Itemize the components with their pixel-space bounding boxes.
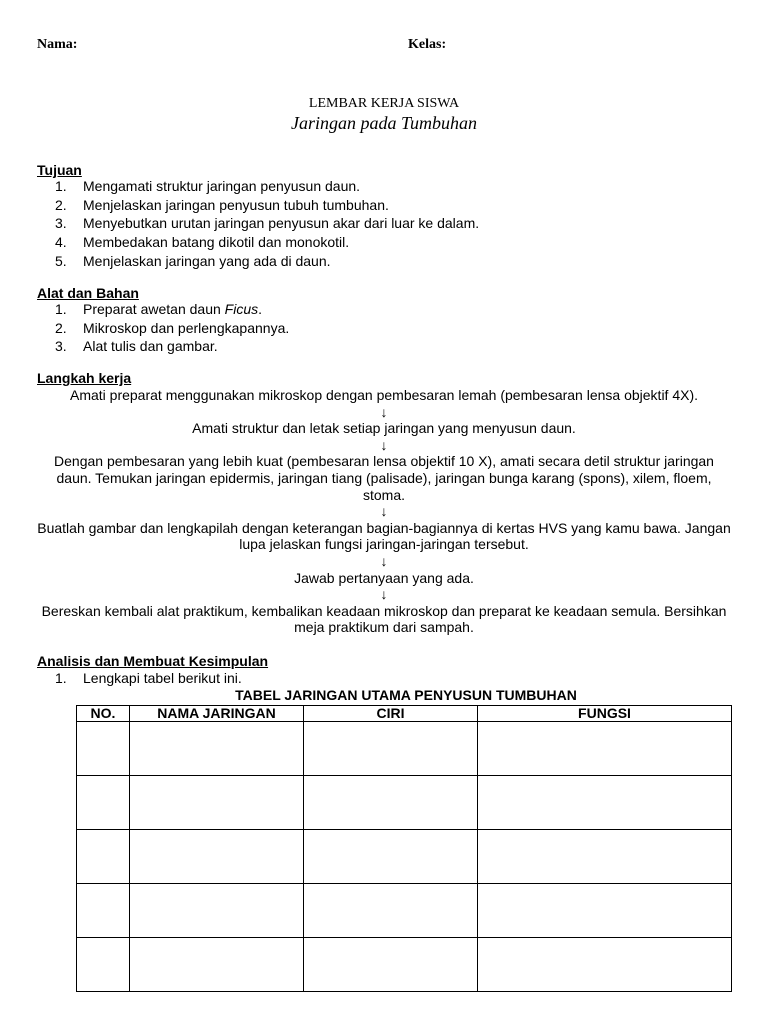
jaringan-table [76,705,732,992]
step-text: Dengan pembesaran yang lebih kuat (pembesaran lensa objektif 10 X), amati secara detil struktur jaringan daun. Temukan jaringan epidermis, jaringan tiang (palisade), jaringan bunga karang (spons), xilem, floem, stoma. [54,453,714,503]
table-cell[interactable] [77,722,130,776]
header-fungsi: FUNGSI [478,706,732,722]
table-cell[interactable] [304,938,478,992]
alat-list [55,300,289,356]
table-cell[interactable] [130,938,304,992]
table-cell[interactable] [304,830,478,884]
list-item: 2. Menjelaskan jaringan penyusun tubuh tumbuhan. [55,196,389,213]
table-cell[interactable] [304,722,478,776]
header-no: NO. [77,706,130,722]
table-cell[interactable] [77,884,130,938]
alat-heading: Alat dan Bahan [37,285,139,301]
worksheet-title: LEMBAR KERJA SISWA [308,96,460,111]
table-row [77,722,732,776]
list-item: 4. Membedakan batang dikotil dan monokotil. [55,234,350,251]
table-cell[interactable] [130,830,304,884]
table-cell[interactable] [304,776,478,830]
table-cell[interactable] [304,884,478,938]
table-cell[interactable] [478,776,732,830]
langkah-flow [36,387,732,636]
table-header-row [77,706,732,722]
table-cell[interactable] [130,884,304,938]
list-item: 5. Menjelaskan jaringan yang ada di daun. [55,252,331,269]
table-cell[interactable] [478,884,732,938]
kelas-label: Kelas: [408,37,447,52]
list-item: 2. Mikroskop dan perlengkapannya. [55,319,290,336]
table-row [77,776,732,830]
step-text: Bereskan kembali alat praktikum, kembalikan keadaan mikroskop dan preparat ke keadaan semula. Bersihkan meja praktikum dari sampah. [41,602,727,636]
table-cell[interactable] [478,830,732,884]
table-row [77,884,732,938]
list-item: 3. Alat tulis dan gambar. [55,338,218,355]
list-item: 1. Preparat awetan daun Ficus. [55,301,262,317]
step-text: Jawab pertanyaan yang ada. [294,569,474,586]
table-cell[interactable] [130,722,304,776]
step-text: Amati struktur dan letak setiap jaringan yang menyusun daun. [192,420,576,437]
step-text: Amati preparat menggunakan mikroskop dengan pembesaran lemah (pembesaran lensa objektif 4X). [69,387,699,403]
table-cell[interactable] [77,776,130,830]
header-nama-jaringan: NAMA JARINGAN [130,706,304,722]
analisis-heading: Analisis dan Membuat Kesimpulan [37,653,269,669]
table-cell[interactable] [77,830,130,884]
table-cell[interactable] [478,938,732,992]
list-item: 1. Lengkapi tabel berikut ini. [55,670,242,686]
table-row [77,830,732,884]
table-row [77,938,732,992]
worksheet-subtitle: Jaringan pada Tumbuhan [290,113,477,133]
down-arrow-icon: ↓ [380,586,388,603]
table-cell[interactable] [478,722,732,776]
down-arrow-icon: ↓ [380,436,388,453]
header-ciri: CIRI [304,706,478,722]
down-arrow-icon: ↓ [380,403,388,420]
analisis-list [55,669,242,688]
down-arrow-icon: ↓ [380,503,388,520]
down-arrow-icon: ↓ [380,552,388,569]
nama-label: Nama: [37,37,78,52]
tujuan-list [55,177,479,270]
list-item: 3. Menyebutkan urutan jaringan penyusun akar dari luar ke dalam. [55,215,480,232]
tujuan-heading: Tujuan [37,162,82,178]
table-cell[interactable] [77,938,130,992]
step-text: Buatlah gambar dan lengkapilah dengan keterangan bagian-bagiannya di kertas HVS yang kamu bawa. Jangan lupa jelaskan fungsi jaringan-jaringan tersebut. [37,519,731,553]
table-cell[interactable] [130,776,304,830]
langkah-heading: Langkah kerja [37,370,132,386]
list-item: 1. Mengamati struktur jaringan penyusun daun. [55,178,361,194]
table-title: TABEL JARINGAN UTAMA PENYUSUN TUMBUHAN [235,687,577,703]
